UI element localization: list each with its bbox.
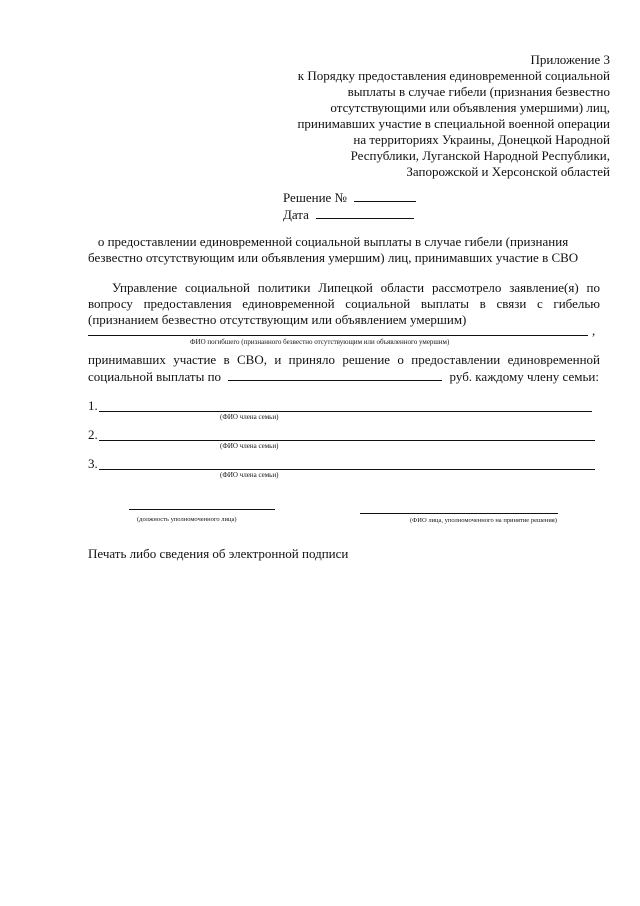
deceased-comma: , [592, 323, 596, 338]
body-line-2: вопросу предоставления единовременной социальной выплаты в связи с гибелью [88, 296, 600, 311]
decision-number-field[interactable] [354, 189, 416, 202]
deceased-name-caption: ФИО погибшего (признанного безвестно отсутствующим или объявленного умершим) [190, 338, 450, 346]
deceased-name-field[interactable] [88, 335, 588, 336]
subject-line: безвестно отсутствующим или объявления умершим) лиц, принимавших участие в СВО [88, 250, 579, 265]
body-line-5 [88, 368, 599, 385]
appendix-line: принимавших участие в специальной военной операции [297, 116, 610, 131]
family-member-field[interactable] [99, 469, 595, 470]
decision-date-field[interactable] [316, 206, 414, 219]
appendix-line: Приложение 3 [530, 52, 610, 67]
decision-subject [88, 234, 578, 266]
family-member-field[interactable] [99, 411, 592, 412]
family-member-caption: (ФИО члена семьи) [220, 471, 279, 479]
appendix-line: выплаты в случае гибели (признания безвестно [347, 84, 610, 99]
official-position-caption: (должность уполномоченного лица) [137, 516, 237, 523]
appendix-line: Запорожской и Херсонской областей [406, 164, 610, 179]
decision-number-label: Решение № [283, 190, 347, 205]
appendix-line: на территориях Украины, Донецкой Народной [353, 132, 610, 147]
decision-date-row [283, 206, 414, 223]
subject-line: о предоставлении единовременной социальной выплаты в случае гибели (признания [97, 234, 569, 249]
official-name-caption: (ФИО лица, уполномоченного на принятие решения) [410, 517, 557, 524]
family-member-caption: (ФИО члена семьи) [220, 413, 279, 421]
decision-date-label: Дата [283, 207, 309, 222]
body-line-1: Управление социальной политики Липецкой области рассмотрело заявление(я) по [112, 280, 600, 295]
family-member-field[interactable] [99, 440, 595, 441]
appendix-line: к Порядку предоставления единовременной социальной [297, 68, 610, 83]
decision-number-row [283, 189, 416, 206]
body-line-4: принимавших участие в СВО, и приняло решение о предоставлении единовременной [88, 352, 600, 367]
appendix-line: Республики, Луганской Народной Республики, [350, 148, 610, 163]
payment-amount-field[interactable] [228, 368, 442, 381]
appendix-line: отсутствующими или объявления умершими) лиц, [330, 100, 610, 115]
seal-note: Печать либо сведения об электронной подписи [88, 546, 349, 561]
official-position-field[interactable] [129, 509, 275, 510]
body-line-3: (признанием безвестно отсутствующим или объявлением умершим) [88, 312, 467, 327]
payment-label-start: социальной выплаты по [88, 369, 222, 384]
payment-label-end: руб. каждому члену семьи: [449, 369, 599, 384]
family-member-number: 3. [88, 456, 98, 471]
official-name-field[interactable] [360, 513, 558, 514]
family-member-number: 1. [88, 398, 98, 413]
family-member-number: 2. [88, 427, 98, 442]
appendix-header [280, 52, 610, 180]
family-member-caption: (ФИО члена семьи) [220, 442, 279, 450]
